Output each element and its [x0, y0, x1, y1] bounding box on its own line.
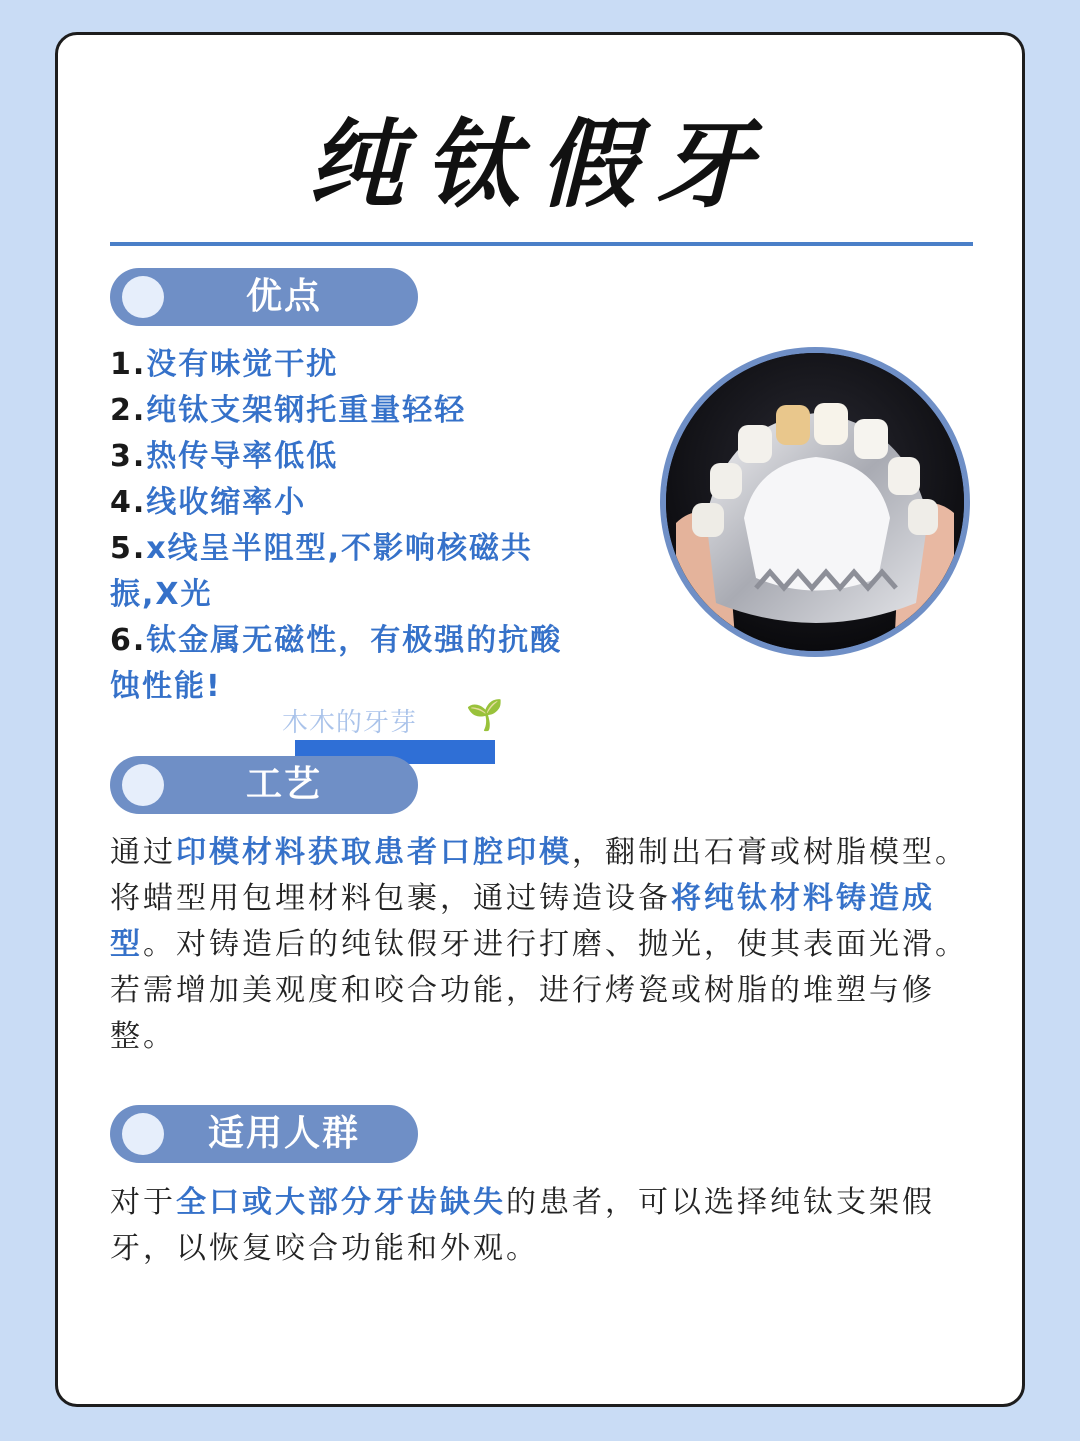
- list-item: 5.x线呈半阻型,不影响核磁共振,X光: [110, 531, 534, 612]
- section-label: 优点: [245, 276, 322, 317]
- advantages-list: [110, 342, 590, 710]
- section-label: 适用人群: [207, 1113, 360, 1154]
- list-item: 1.没有味觉干扰: [110, 347, 339, 382]
- section-header-audience: [110, 1105, 418, 1163]
- list-item: 4.线收缩率小: [110, 485, 307, 520]
- process-paragraph: 通过印模材料获取患者口腔印模，翻制出石膏或树脂模型。将蜡型用包埋材料包裹，通过铸造设备将纯钛材料铸造成型。对铸造后的纯钛假牙进行打磨、抛光，使其表面光滑。若需增加美观度和咬合功能，进行烤瓷或树脂的堆塑与修整。: [110, 835, 968, 1054]
- section-header-process: [110, 756, 418, 814]
- watermark-text: 木木的牙芽: [282, 708, 418, 738]
- list-item: 6.钛金属无磁性，有极强的抗酸蚀性能!: [110, 623, 563, 704]
- circle-icon: [122, 764, 164, 806]
- circle-icon: [122, 276, 164, 318]
- page-title: 纯钛假牙: [308, 109, 772, 221]
- titanium-denture-photo: [660, 347, 970, 657]
- section-header-advantages: [110, 268, 418, 326]
- list-item: 2.纯钛支架钢托重量轻轻: [110, 393, 467, 428]
- denture-illustration: [666, 353, 964, 651]
- title-divider: [110, 242, 973, 246]
- audience-paragraph: 对于全口或大部分牙齿缺失的患者，可以选择纯钛支架假牙，以恢复咬合功能和外观。: [110, 1185, 935, 1266]
- section-label: 工艺: [245, 764, 322, 805]
- sprout-icon: 🌱: [466, 698, 504, 733]
- list-item: 3.热传导率低低: [110, 439, 339, 474]
- circle-icon: [122, 1113, 164, 1155]
